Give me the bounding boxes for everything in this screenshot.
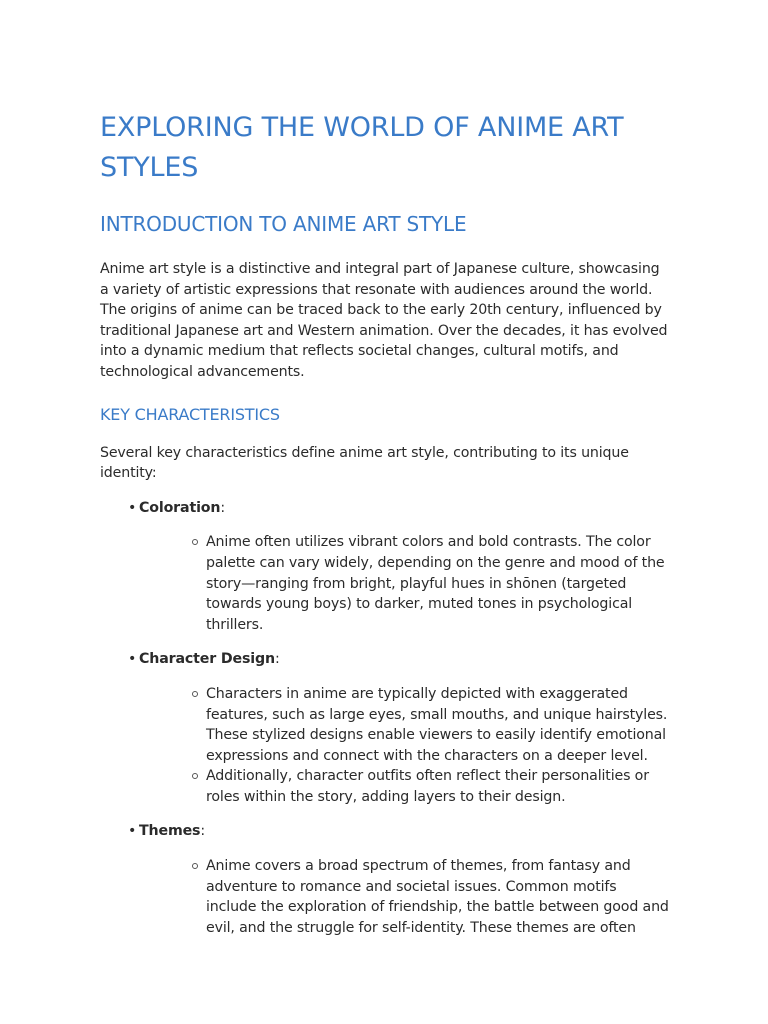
characteristics-list — [100, 498, 670, 939]
list-item-character-design — [100, 649, 670, 807]
term-colon: : — [274, 651, 280, 668]
list-item-themes — [100, 821, 670, 938]
intro-paragraph: Anime art style is a distinctive and integral part of Japanese culture, showcasing a variety of artistic expressions that resonate with audiences around the world. The origins of anime can be traced back to the early 20th century, influenced by traditional Japanese art and Western animation. Over the decades, it has evolved into a dynamic medium that reflects societal changes, cultural motifs, and technological advancements. — [100, 261, 668, 380]
sub-item-text: Characters in anime are typically depicted with exaggerated features, such as large eyes, small mouths, and unique hairstyles. These stylized designs enable viewers to easily identify emotional expressions and connect with the characters on a deeper level. — [206, 685, 668, 764]
circle-bullet-icon — [192, 539, 198, 545]
sub-item-text: Additionally, character outfits often reflect their personalities or roles within the story, adding layers to their design. — [206, 768, 649, 805]
document-title: EXPLORING THE WORLD OF ANIME ART STYLES — [100, 112, 624, 183]
list-item-coloration — [100, 498, 670, 636]
sub-list — [128, 856, 670, 938]
circle-bullet-icon — [192, 691, 198, 697]
sub-item-text: Anime covers a broad spectrum of themes, from fantasy and adventure to romance and societal issues. Common motifs include the exploration of friendship, the battle between good and evil, and the struggle for self-identity. These themes are often — [206, 858, 669, 936]
circle-bullet-icon — [192, 863, 198, 869]
sub-list — [128, 532, 670, 635]
bullet-icon: • — [128, 823, 137, 840]
section-title: INTRODUCTION TO ANIME ART STYLE — [100, 212, 467, 236]
key-characteristics-paragraph: Several key characteristics define anime art style, contributing to its unique identity: — [100, 444, 629, 482]
circle-bullet-icon — [192, 773, 198, 779]
sub-list-item — [178, 684, 670, 766]
term-label: Coloration — [139, 499, 221, 516]
term-colon: : — [200, 823, 205, 840]
term-label: Themes — [139, 823, 201, 840]
subsection-title: KEY CHARACTERISTICS — [100, 404, 280, 424]
sub-item-text: Anime often utilizes vibrant colors and bold contrasts. The color palette can vary widely, depending on the genre and mood of the story—ranging from bright, playful hues in shōnen (targeted towards young boys) to darker, muted tones in psychological thrillers. — [206, 534, 665, 633]
term-colon: : — [220, 499, 225, 516]
sub-list — [128, 684, 670, 808]
sub-list-item — [178, 532, 670, 635]
sub-list-item — [178, 766, 670, 807]
document-page — [100, 108, 670, 938]
sub-list-item — [178, 856, 670, 938]
bullet-icon: • — [128, 499, 137, 516]
term-label: Character Design — [139, 651, 275, 668]
bullet-icon: • — [128, 651, 137, 668]
